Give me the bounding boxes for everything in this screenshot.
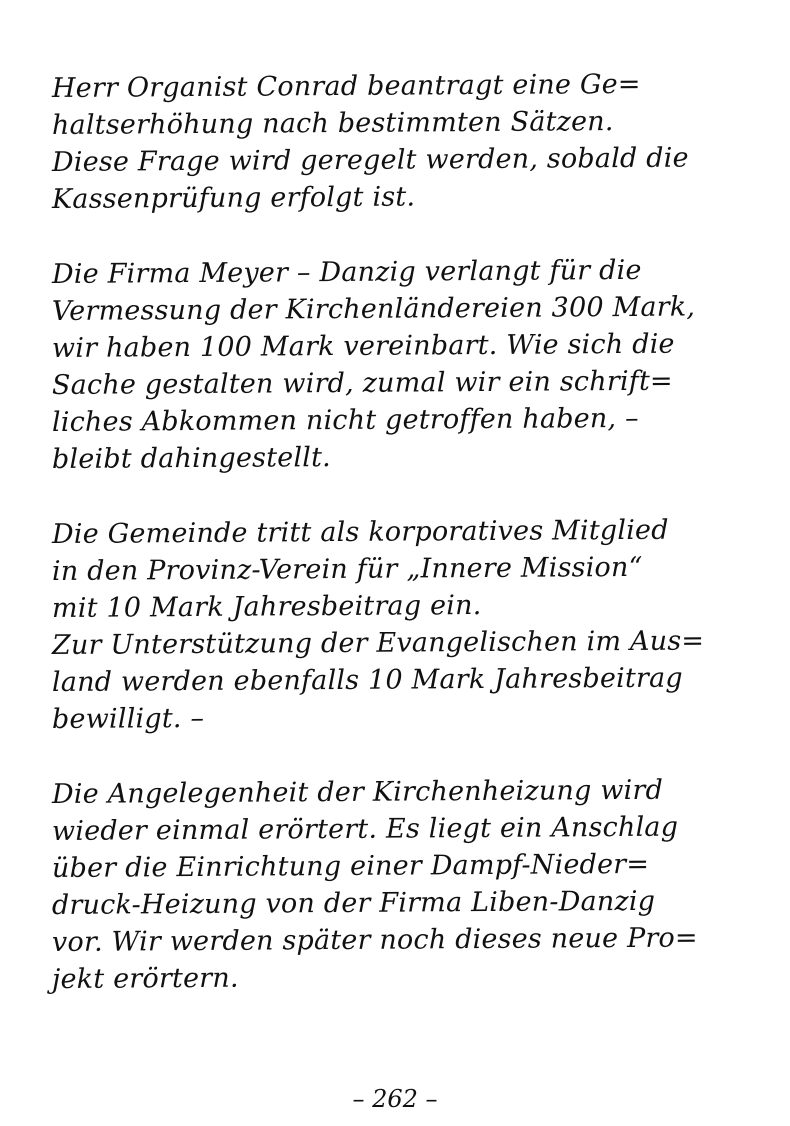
page-number: – 262 – bbox=[352, 1085, 438, 1113]
paragraph-church-heating bbox=[52, 776, 752, 998]
text-line: wieder einmal erörtert. Es liegt ein Anschlag bbox=[51, 811, 679, 847]
page-content bbox=[52, 70, 752, 1036]
text-line: Die Angelegenheit der Kirchenheizung wird bbox=[51, 774, 664, 810]
paragraph-organist-salary bbox=[52, 70, 752, 218]
text-line: wir haben 100 Mark vereinbart. Wie sich die bbox=[51, 328, 675, 364]
text-line: bewilligt. – bbox=[51, 702, 205, 735]
text-line: in den Provinz-Verein für „Innere Mission“ bbox=[51, 551, 643, 587]
text-line: Herr Organist Conrad beantragt eine Ge= bbox=[51, 68, 641, 104]
text-line: druck-Heizung von der Firma Liben-Danzig bbox=[51, 885, 656, 921]
text-line: Sache gestalten wird, zumal wir ein schrift= bbox=[51, 365, 673, 401]
text-line: Die Firma Meyer – Danzig verlangt für die bbox=[51, 254, 642, 290]
paragraph-membership bbox=[52, 516, 752, 738]
text-line: Zur Unterstützung der Evangelischen im Aus= bbox=[51, 625, 705, 661]
text-line: haltserhöhung nach bestimmten Sätzen. bbox=[51, 106, 614, 141]
text-line: über die Einrichtung einer Dampf-Nieder= bbox=[51, 848, 650, 884]
text-line: jekt erörtern. bbox=[51, 962, 239, 995]
text-line: Diese Frage wird geregelt werden, sobald die bbox=[51, 142, 689, 178]
text-line: land werden ebenfalls 10 Mark Jahresbeitrag bbox=[51, 662, 683, 698]
paragraph-land-survey bbox=[52, 256, 752, 478]
text-line: mit 10 Mark Jahresbeitrag ein. bbox=[51, 590, 482, 624]
text-line: Die Gemeinde tritt als korporatives Mitglied bbox=[51, 514, 669, 550]
text-line: bleibt dahingestellt. bbox=[51, 442, 332, 475]
text-line: Kassenprüfung erfolgt ist. bbox=[51, 181, 416, 215]
text-line: vor. Wir werden später noch dieses neue Pro= bbox=[51, 922, 698, 958]
text-line: Vermessung der Kirchenländereien 300 Mark, bbox=[51, 291, 696, 327]
text-line: liches Abkommen nicht getroffen haben, – bbox=[51, 402, 639, 438]
